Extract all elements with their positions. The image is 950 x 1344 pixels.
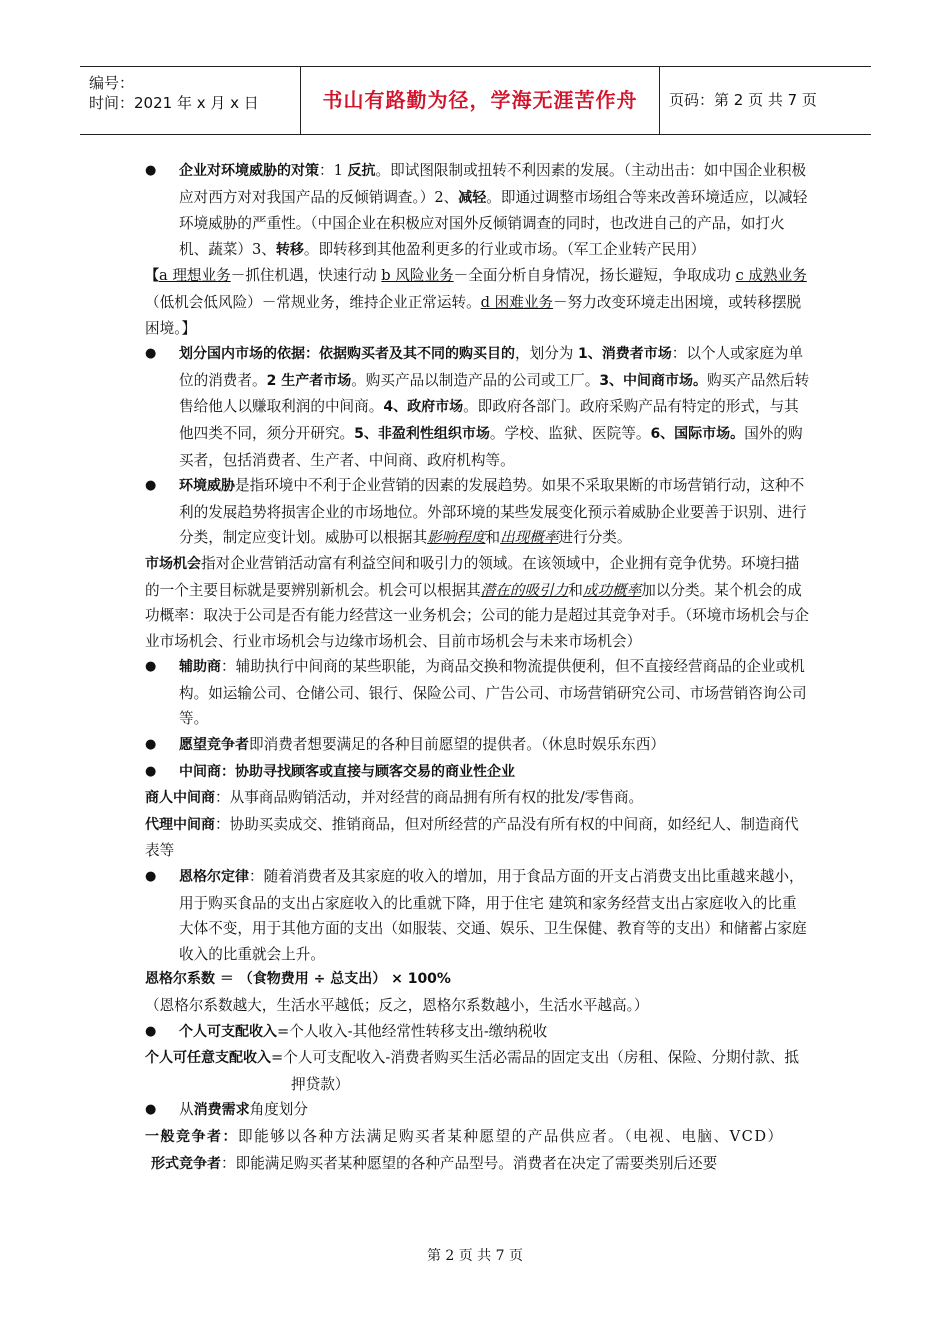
text: －全面分析自身情况，扬长避短，争取成功 <box>453 267 736 285</box>
bullet-icon: ● <box>145 163 157 178</box>
text: 。即通过调整市场组合等来改善环境适应，以减轻环境威胁的严重性。（中国企业在积极应对国外反倾销调查的同时，也改进自己的产品，如打火机、蔬菜）3、 <box>179 188 808 258</box>
paragraph-environment-threat <box>145 473 811 551</box>
paragraph-middlemen <box>145 759 811 786</box>
text: ：以个人或家庭为单位的消费者。 <box>179 345 804 389</box>
text: （低机会低风险）－常规业务，维持企业正常运转。 <box>145 293 481 311</box>
term: 减轻 <box>458 189 487 206</box>
paragraph-engel-note: （恩格尔系数越大，生活水平越低；反之，恩格尔系数越小，生活水平越高。） <box>145 997 649 1014</box>
header-time: 时间：2021 年 x 月 x 日 <box>89 94 259 112</box>
term: b 风险业务 <box>381 267 454 285</box>
paragraph-facilitators <box>145 654 811 732</box>
term: 潜在的吸引力 <box>480 581 569 599</box>
text: 。学校、监狱、医院等。 <box>489 424 651 442</box>
text: ：随着消费者及其家庭的收入的增加，用于食品方面的开支占消费支出比重越来越小，用于购买食品的支出占家庭收入的比重就下降，用于住宅 建筑和家务经营支出占家庭收入的比重大体不变，用于其他方面的支出（如服装、交通、娱乐、卫生保健、教育等的支出）和储蓄占家庭收入的比重就会上升。 <box>179 868 807 963</box>
bullet-icon: ● <box>145 1102 157 1118</box>
page-header <box>80 66 871 135</box>
heading: 市场机会 <box>145 555 201 572</box>
paragraph-market-opportunity <box>145 551 811 654</box>
text: 。即转移到其他盈利更多的行业或市场。（军工企业转产民用） <box>303 240 706 258</box>
term: 3、中间商市场。 <box>599 372 708 389</box>
term: 4、政府市场 <box>383 399 464 416</box>
paragraph-disposable-income <box>145 1019 811 1046</box>
text: =个人可支配收入-消费者购买生活必需品的固定支出（房租、保险、分期付款、抵押贷款） <box>271 1049 799 1093</box>
bullet-icon: ● <box>145 763 157 779</box>
text: ：协助买卖成交、推销商品，但对所经营的产品没有所有权的中间商，如经纪人、制造商代表等 <box>145 815 799 860</box>
page-footer: 第 2 页 共 7 页 <box>426 1248 524 1264</box>
text: 。即试图限制或扭转不利因素的发展。（主动出击：如中国企业积极应对西方对对我国产品的反倾销调查。）2、 <box>179 162 807 206</box>
term: 影响程度 <box>427 529 486 547</box>
text: ：即能满足购买者某种愿望的各种产品型号。消费者在决定了需要类别后还要 <box>221 1154 718 1172</box>
paragraph-engel-law <box>145 864 811 967</box>
text: 。购买产品以制造产品的公司或工厂。 <box>351 371 600 389</box>
text: 从 <box>179 1101 194 1119</box>
paragraph-threat-countermeasures <box>145 158 811 263</box>
text: 进行分类。 <box>558 529 632 547</box>
heading: 个人可支配收入 <box>179 1023 277 1040</box>
term: a 理想业务 <box>159 267 231 285</box>
heading: 愿望竞争者 <box>179 737 249 754</box>
heading: 辅助商 <box>179 659 221 676</box>
heading: 划分国内市场的依据：依据购买者及其不同的购买目的 <box>179 346 515 363</box>
term: 出现概率 <box>500 529 559 547</box>
bullet-icon: ● <box>145 659 157 675</box>
document-body <box>145 158 811 1177</box>
heading: 中间商：协助寻找顾客或直接与顾客交易的商业性企业 <box>179 763 515 780</box>
heading: 企业对环境威胁的对策 <box>179 163 319 179</box>
term: 2 生产者市场 <box>266 372 352 389</box>
text: 即消费者想要满足的各种目前愿望的提供者。（休息时娱乐东西） <box>249 736 665 754</box>
text: ：辅助执行中间商的某些职能，为商品交换和物流提供便利，但不直接经营商品的企业或机构。如运输公司、仓储公司、银行、保险公司、广告公司、市场营销研究公司、市场营销咨询公司等。 <box>179 658 807 728</box>
paragraph-demand-division <box>145 1097 811 1124</box>
text: ，划分为 <box>515 345 579 363</box>
text: =个人收入-其他经常性转移支出-缴纳税收 <box>277 1022 548 1040</box>
term: 消费需求 <box>193 1102 250 1119</box>
term: 转移 <box>275 241 304 258</box>
text: 和 <box>485 529 501 547</box>
paragraph-form-competitors <box>145 1151 811 1178</box>
bullet-icon: ● <box>145 1023 157 1039</box>
term: 1、消费者市场 <box>578 346 672 363</box>
text: 。即政府各部门。政府采购产品有特定的形式，与其他四类不同，须分开研究。 <box>179 398 799 442</box>
paragraph-business-types <box>145 263 811 341</box>
engel-coefficient-formula: 恩格尔系数 ＝ （食物费用 ÷ 总支出） × 100% <box>145 971 451 988</box>
term: 6、国际市场。 <box>650 425 745 442</box>
text: 指对企业营销活动富有利益空间和吸引力的领域。在该领域中，企业拥有竞争优势。环境扫描的一个主要目标就是要辨别新机会。机会可以根据其 <box>145 554 800 599</box>
term: d 困难业务 <box>480 293 554 311</box>
bullet-icon: ● <box>145 346 157 362</box>
heading: 个人可任意支配收入 <box>145 1050 271 1067</box>
header-number: 编号： <box>89 74 135 92</box>
text: 加以分类。某个机会的成功概率：取决于公司是否有能力经营这一业务机会；公司的能力是超过其竞争对手。（环境市场机会与企业市场机会、行业市场机会与边缘市场机会、目前市场机会与未来市场机会） <box>145 581 810 650</box>
heading: 形式竞争者 <box>151 1155 221 1172</box>
header-motto: 书山有路勤为径，学海无涯苦作舟 <box>301 67 660 134</box>
heading: 商人中间商 <box>145 790 215 807</box>
term: 反抗 <box>347 163 376 179</box>
bracket: 【 <box>145 268 159 285</box>
text: －抓住机遇，快速行动 <box>230 267 382 285</box>
bullet-icon: ● <box>145 869 157 885</box>
text: 国外的购买者，包括消费者、生产者、中间商、政府机构等。 <box>179 424 803 469</box>
text: 角度划分 <box>249 1101 308 1119</box>
paragraph-agent-middlemen <box>145 812 811 864</box>
term: c 成熟业务 <box>735 267 807 285</box>
header-page-label: 页码：第 2 页 共 7 页 <box>669 91 817 109</box>
term: 成功概率 <box>582 581 642 599</box>
paragraph-generic-competitors <box>145 1124 811 1151</box>
heading: 一般竞争者： <box>145 1128 238 1145</box>
text: 和 <box>568 581 583 599</box>
heading: 环境威胁 <box>179 478 235 495</box>
paragraph-discretionary-income <box>145 1045 811 1097</box>
bullet-icon: ● <box>145 737 157 753</box>
text: 购买产品然后转售给他人以赚取利润的中间商。 <box>179 371 810 416</box>
term: 5、非盈利性组织市场 <box>354 425 490 442</box>
bullet-icon: ● <box>145 478 157 494</box>
header-meta <box>80 67 301 134</box>
text: －努力改变环境走出困境，或转移摆脱困境。】 <box>145 293 802 337</box>
paragraph-desire-competitors <box>145 732 811 759</box>
heading: 恩格尔定律 <box>179 869 249 886</box>
heading: 代理中间商 <box>145 816 215 833</box>
text: ：1 <box>319 162 348 179</box>
text: 是指环境中不利于企业营销的因素的发展趋势。如果不采取果断的市场营销行动，这种不利的发展趋势将损害企业的市场地位。外部环境的某些发展变化预示着威胁企业要善于识别、进行分类，制定应变计划。威胁可以根据其 <box>179 477 807 547</box>
text: ：从事商品购销活动，并对经营的商品拥有所有权的批发/零售商。 <box>215 789 644 807</box>
paragraph-market-division <box>145 341 811 473</box>
paragraph-merchant-middlemen <box>145 785 811 812</box>
text: 即能够以各种方法满足购买者某种愿望的产品供应者。（电视、电脑、VCD） <box>238 1127 784 1145</box>
